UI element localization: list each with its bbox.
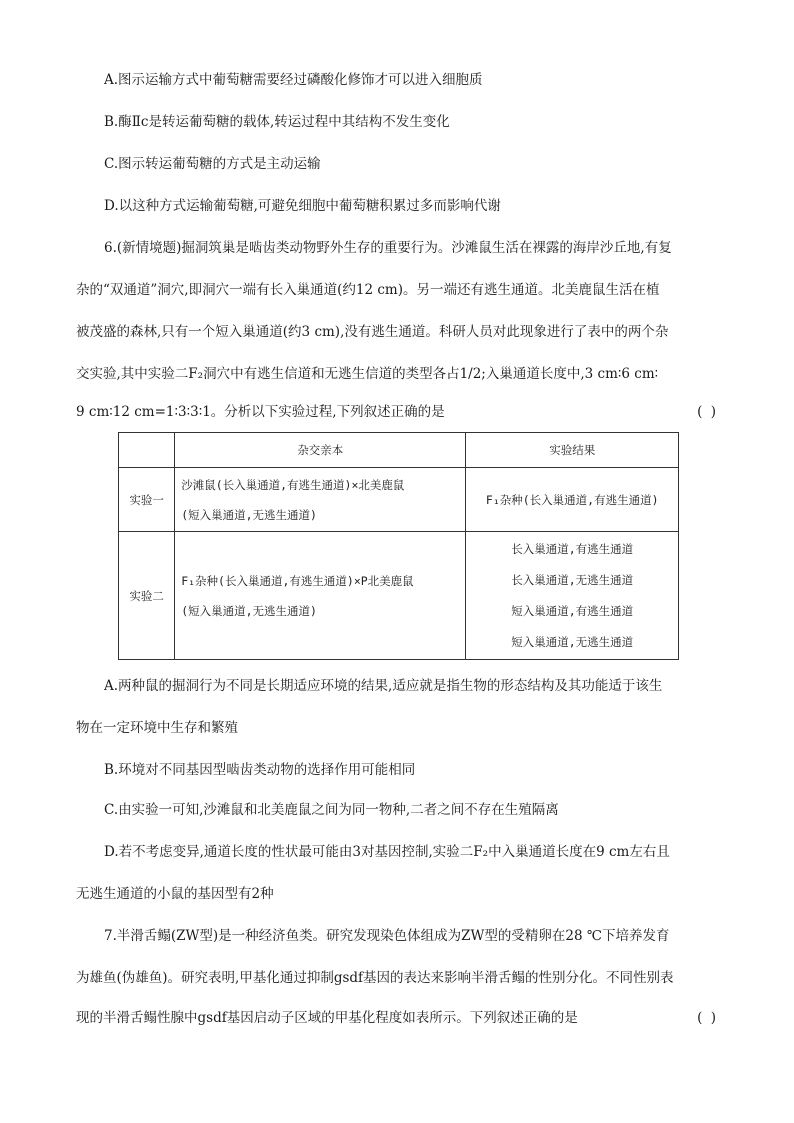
exp1-parents-line-1: 沙滩鼠(长入巢通道,有逃生通道)×北美鹿鼠: [181, 477, 405, 492]
exp2-parents: [175, 532, 466, 660]
exp2-result-1: 长入巢通道,有逃生通道: [511, 541, 634, 556]
q6-option-d-line-1: D.若不考虑变异,通道长度的性状最可能由3对基因控制,实验二F₂中入巢通道长度在9 cm左右且: [104, 844, 670, 860]
exp2-label: 实验二: [119, 532, 175, 660]
exp1-result: F₁杂种(长入巢通道,有逃生通道): [466, 468, 679, 532]
q6-stem-line-2: 杂的“双通道”洞穴,即洞穴一端有长入巢通道(约12 cm)。另一端还有逃生通道。北美鹿鼠生活在植: [76, 282, 660, 298]
q7-stem-line-2: 为雄鱼(伪雄鱼)。研究表明,甲基化通过抑制gsdf基因的表达来影响半滑舌鳎的性别分化。不同性别表: [76, 970, 674, 986]
q6-stem-line-4: 交实验,其中实验二F₂洞穴中有逃生信道和无逃生信道的类型各占1/2;入巢通道长度中,3 cm∶6 cm∶: [76, 366, 659, 382]
q6-stem-line-1: 6.(新情境题)掘洞筑巢是啮齿类动物野外生存的重要行为。沙滩鼠生活在裸露的海岸沙丘地,有复: [104, 240, 672, 256]
q6-option-b: B.环境对不同基因型啮齿类动物的选择作用可能相同: [104, 762, 416, 778]
table-row-experiment-2: [119, 532, 679, 660]
option-a-text: A.图示运输方式中葡萄糖需要经过磷酸化修饰才可以进入细胞质: [104, 72, 483, 88]
q6-option-a-line-1: A.两种鼠的掘洞行为不同是长期适应环境的结果,适应就是指生物的形态结构及其功能适于该生: [104, 678, 663, 694]
exp1-label: 实验一: [119, 468, 175, 532]
option-c-text: C.图示转运葡萄糖的方式是主动运输: [104, 156, 321, 172]
table-header-row: [119, 433, 679, 468]
table-header-results: 实验结果: [466, 433, 679, 468]
exp2-parents-line-2: (短入巢通道,无逃生通道): [181, 603, 317, 618]
exp1-parents: [175, 468, 466, 532]
experiment-table: [118, 432, 679, 660]
q6-option-c: C.由实验一可知,沙滩鼠和北美鹿鼠之间为同一物种,二者之间不存在生殖隔离: [104, 802, 559, 818]
table-header-parents: 杂交亲本: [175, 433, 466, 468]
q6-option-a-line-2: 物在一定环境中生存和繁殖: [76, 720, 238, 736]
exp1-parents-line-2: (短入巢通道,无逃生通道): [181, 507, 317, 522]
q6-answer-paren: ( ): [697, 404, 718, 420]
q6-stem-line-3: 被茂盛的森林,只有一个短入巢通道(约3 cm),没有逃生通道。科研人员对此现象进行了表中的两个杂: [76, 324, 669, 340]
q7-stem-line-3: 现的半滑舌鳎性腺中gsdf基因启动子区域的甲基化程度如表所示。下列叙述正确的是: [76, 1010, 578, 1026]
exp2-results: [466, 532, 679, 660]
exp2-parents-line-1: F₁杂种(长入巢通道,有逃生通道)×P北美鹿鼠: [181, 573, 414, 588]
option-d-text: D.以这种方式运输葡萄糖,可避免细胞中葡萄糖积累过多而影响代谢: [104, 198, 501, 214]
table-header-empty: [119, 433, 175, 468]
q7-stem-line-1: 7.半滑舌鳎(ZW型)是一种经济鱼类。研究发现染色体组成为ZW型的受精卵在28 ℃下培养发育: [104, 928, 670, 944]
option-b-text: B.酶Ⅱc是转运葡萄糖的载体,转运过程中其结构不发生变化: [104, 114, 450, 130]
q6-stem-line-5: 9 cm∶12 cm=1∶3∶3∶1。分析以下实验过程,下列叙述正确的是: [76, 404, 445, 420]
exp2-result-3: 短入巢通道,有逃生通道: [511, 603, 634, 618]
table-row-experiment-1: [119, 468, 679, 532]
q6-option-d-line-2: 无逃生通道的小鼠的基因型有2种: [76, 886, 274, 902]
exp2-result-2: 长入巢通道,无逃生通道: [511, 572, 634, 587]
q7-answer-paren: ( ): [697, 1010, 718, 1026]
exp2-result-4: 短入巢通道,无逃生通道: [511, 634, 634, 649]
